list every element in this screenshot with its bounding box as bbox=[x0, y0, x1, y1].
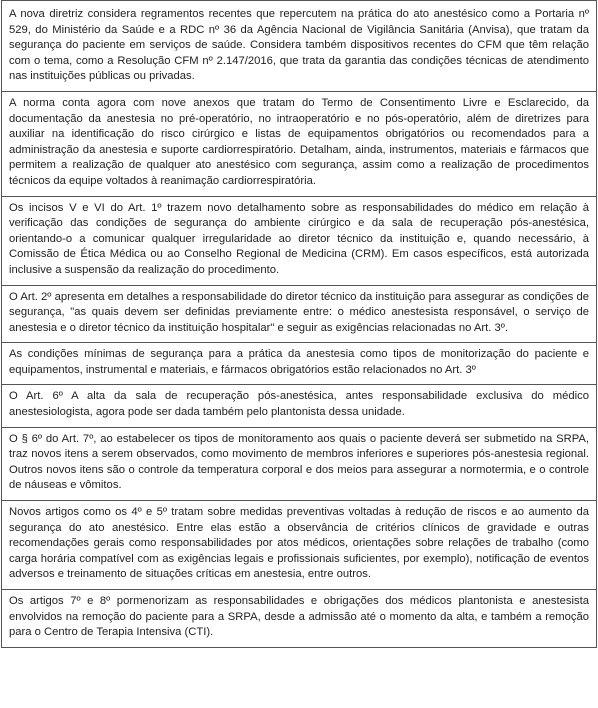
table-row bbox=[2, 91, 597, 196]
summary-table bbox=[1, 0, 597, 648]
table-row bbox=[2, 285, 597, 343]
table-row bbox=[2, 427, 597, 500]
table-row bbox=[2, 1, 597, 92]
table-row bbox=[2, 501, 597, 590]
paragraph-cell: O Art. 6º A alta da sala de recuperação pós-anestésica, antes responsabilidade exclusiva do médico anestesiologista, agora pode ser dada também pelo plantonista dessa unidade. bbox=[2, 385, 597, 427]
paragraph-cell: O Art. 2º apresenta em detalhes a responsabilidade do diretor técnico da instituição para assegurar as condições de segurança, "as quais devem ser definidas previamente entre: o médico anestesista responsável, o serviço de anestesia e o diretor técnico da instituição hospitalar" e seguir as exigências relacionadas no Art. 3º. bbox=[2, 285, 597, 343]
paragraph-cell: As condições mínimas de segurança para a prática da anestesia como tipos de monitorização do paciente e equipamentos, instrumental e materiais, e fármacos obrigatórios estão relacionados no Art. 3º bbox=[2, 343, 597, 385]
paragraph-cell: A norma conta agora com nove anexos que tratam do Termo de Consentimento Livre e Esclarecido, da documentação da anestesia no pré-operatório, no intraoperatório e no pós-operatório, além de diretrizes para auxiliar na identificação do risco cirúrgico e listas de equipamentos obrigatórios ou recomendados para a administração da anestesia e suporte cardiorrespiratório. Detalham, ainda, instrumentos, materiais e fármacos que permitem a realização de qualquer ato anestésico com segurança, assim como a realização de procedimentos técnicos da equipe voltados à reanimação cardiorrespiratória. bbox=[2, 91, 597, 196]
table-row bbox=[2, 343, 597, 385]
paragraph-cell: Novos artigos como os 4º e 5º tratam sobre medidas preventivas voltadas à redução de riscos e ao aumento da segurança do ato anestésico. Entre elas estão a observância de critérios clínicos de gravidade e outras recomendações gerais como responsabilidades por atos médicos, orientações sobre relações de trabalho (como carga horária compatível com as exigências legais e profissionais suficientes, por exemplo), notificação de eventos adversos e treinamento de situações críticas em anestesia, entre outros. bbox=[2, 501, 597, 590]
table-row bbox=[2, 385, 597, 427]
paragraph-cell: O § 6º do Art. 7º, ao estabelecer os tipos de monitoramento aos quais o paciente deverá ser submetido na SRPA, traz novos itens a serem observados, como movimento de membros inferiores e superiores pós-anestesia regional. Outros novos itens são o controle da temperatura corporal e dos meios para assegurar a normotermia, e o controle de náuseas e vômitos. bbox=[2, 427, 597, 500]
paragraph-cell: Os artigos 7º e 8º pormenorizam as responsabilidades e obrigações dos médicos plantonista e anestesista envolvidos na remoção do paciente para a SRPA, desde a admissão até o momento da alta, e também a remoção para o Centro de Terapia Intensiva (CTI). bbox=[2, 590, 597, 648]
table-row bbox=[2, 590, 597, 648]
table-row bbox=[2, 196, 597, 285]
paragraph-cell: Os incisos V e VI do Art. 1º trazem novo detalhamento sobre as responsabilidades do médico em relação à verificação das condições de segurança do ambiente cirúrgico e da sala de recuperação pós-anestésica, orientando-o a comunicar qualquer irregularidade ao diretor técnico da instituição e, quando necessário, à Comissão de Ética Médica ou ao Conselho Regional de Medicina (CRM). Em casos específicos, está autorizada inclusive a suspensão da realização do procedimento. bbox=[2, 196, 597, 285]
paragraph-cell: A nova diretriz considera regramentos recentes que repercutem na prática do ato anestésico como a Portaria nº 529, do Ministério da Saúde e a RDC nº 36 da Agência Nacional de Vigilância Sanitária (Anvisa), que tratam da segurança do paciente em serviços de saúde. Considera também dispositivos recentes do CFM que têm relação com o tema, como a Resolução CFM nº 2.147/2016, que trata da garantia das condições técnicas de atendimento nas instituições públicas ou privadas. bbox=[2, 1, 597, 92]
